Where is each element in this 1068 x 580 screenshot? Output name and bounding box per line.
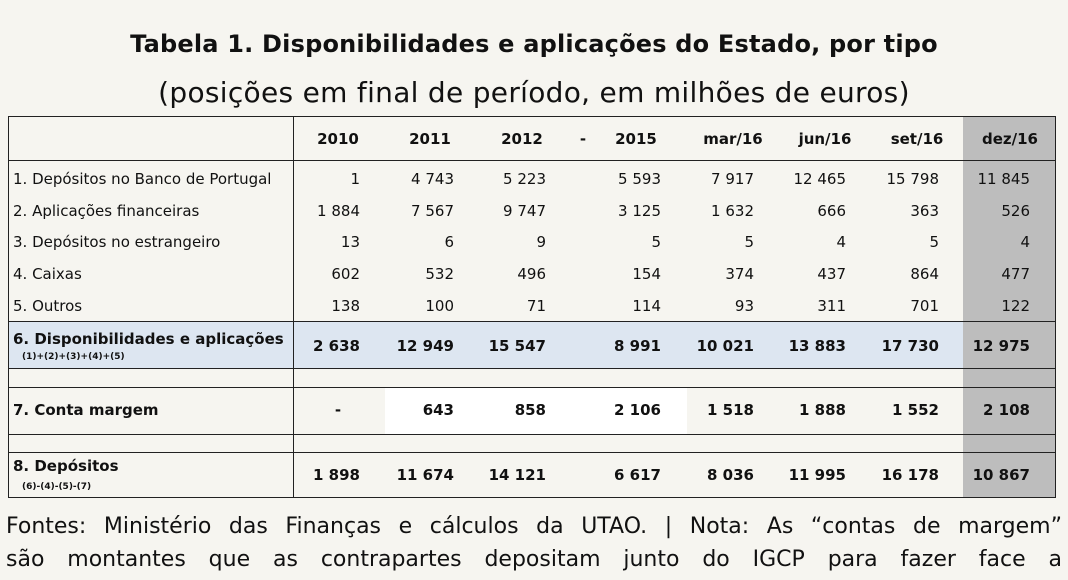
- header-border: [8, 160, 1056, 161]
- table-cell: 5: [744, 233, 754, 251]
- table-cell: 6 617: [614, 466, 661, 484]
- table-cell: 11 845: [977, 170, 1030, 188]
- table-cell: 114: [632, 297, 661, 315]
- table-cell: 11 995: [788, 466, 846, 484]
- col-header: 2011: [409, 130, 451, 148]
- table-title: Tabela 1. Disponibilidades e aplicações do Estado, por tipo: [130, 30, 938, 58]
- table-cell: 363: [910, 202, 939, 220]
- row-divider: [8, 368, 1056, 369]
- col-header: -: [579, 130, 587, 148]
- table-cell: 8 991: [614, 337, 661, 355]
- col-header: set/16: [890, 130, 944, 148]
- table-cell: 7 917: [711, 170, 754, 188]
- table-cell: 666: [817, 202, 846, 220]
- table-cell: 100: [425, 297, 454, 315]
- table-cell: 93: [734, 297, 754, 315]
- table-cell: 701: [910, 297, 939, 315]
- table-bottom-border: [8, 497, 1056, 498]
- table-cell: 9: [536, 233, 546, 251]
- table-subtitle: (posições em final de período, em milhões de euros): [158, 76, 910, 109]
- row-label: 2. Aplicações financeiras: [13, 202, 200, 220]
- table-cell: 5 593: [618, 170, 661, 188]
- table-cell: 643: [422, 401, 454, 419]
- table-cell: 5 223: [503, 170, 546, 188]
- row-label: 3. Depósitos no estrangeiro: [13, 233, 221, 251]
- table-cell: 1: [350, 170, 360, 188]
- table-cell: 12 949: [396, 337, 454, 355]
- table-cell: 13: [340, 233, 360, 251]
- table-cell: 496: [517, 265, 546, 283]
- table-cell: 4 743: [411, 170, 454, 188]
- deposits-row-formula: (6)-(4)-(5)-(7): [22, 482, 92, 492]
- table-cell: 437: [817, 265, 846, 283]
- table-cell: 526: [1001, 202, 1030, 220]
- col-header: 2012: [501, 130, 543, 148]
- table-cell: 864: [910, 265, 939, 283]
- table-cell: 311: [817, 297, 846, 315]
- table-cell: 4: [836, 233, 846, 251]
- table-cell: 5: [651, 233, 661, 251]
- col-header: dez/16: [982, 130, 1038, 148]
- col-header: 2010: [317, 130, 359, 148]
- table-cell: 5: [929, 233, 939, 251]
- table-cell: 2 108: [983, 401, 1030, 419]
- table-cell: 374: [725, 265, 754, 283]
- table-top-border: [8, 116, 1056, 117]
- table-cell: 602: [331, 265, 360, 283]
- table-cell: 1 552: [892, 401, 939, 419]
- row-divider: [8, 321, 1056, 322]
- row-divider: [8, 387, 1056, 388]
- table-cell: 16 178: [881, 466, 939, 484]
- table-cell: 1 898: [313, 466, 360, 484]
- total-row-formula: (1)+(2)+(3)+(4)+(5): [22, 352, 125, 362]
- row-divider: [8, 452, 1056, 453]
- row-label: 5. Outros: [13, 297, 83, 315]
- total-row-label: 6. Disponibilidades e aplicações: [13, 330, 284, 348]
- table-cell: 17 730: [881, 337, 939, 355]
- footer-note-continued: são montantes que as contrapartes depositam junto do IGCP para fazer face a: [6, 547, 1062, 572]
- table-cell: 1 632: [711, 202, 754, 220]
- table-cell: 532: [425, 265, 454, 283]
- table-cell: 858: [514, 401, 546, 419]
- table-cell: 154: [632, 265, 661, 283]
- row-label: 4. Caixas: [13, 265, 82, 283]
- table-cell: 7 567: [411, 202, 454, 220]
- table-cell: 6: [444, 233, 454, 251]
- table-cell: 12 975: [972, 337, 1030, 355]
- table-cell: 1 888: [799, 401, 846, 419]
- table-cell: 8 036: [707, 466, 754, 484]
- table-cell: 15 547: [488, 337, 546, 355]
- table-cell: 4: [1020, 233, 1030, 251]
- table-cell: 2 638: [313, 337, 360, 355]
- table-cell: 12 465: [793, 170, 846, 188]
- table-cell: 71: [526, 297, 546, 315]
- table-left-border: [8, 116, 9, 498]
- table-cell: 477: [1001, 265, 1030, 283]
- col-header: 2015: [615, 130, 657, 148]
- table-cell: 1 884: [317, 202, 360, 220]
- table-cell: 14 121: [488, 466, 546, 484]
- table-cell: 122: [1001, 297, 1030, 315]
- table-cell: 2 106: [614, 401, 661, 419]
- table-cell: 13 883: [788, 337, 846, 355]
- table-cell: 11 674: [396, 466, 454, 484]
- margin-row-label: 7. Conta margem: [13, 401, 159, 419]
- row-label: 1. Depósitos no Banco de Portugal: [13, 170, 272, 188]
- table-cell: -: [334, 401, 342, 419]
- table-cell: 10 867: [972, 466, 1030, 484]
- col-header: jun/16: [798, 130, 852, 148]
- table-cell: 9 747: [503, 202, 546, 220]
- table-cell: 10 021: [696, 337, 754, 355]
- table-cell: 1 518: [707, 401, 754, 419]
- deposits-row-label: 8. Depósitos: [13, 457, 119, 475]
- row-divider: [8, 434, 1056, 435]
- table-cell: 3 125: [618, 202, 661, 220]
- footer-source-note: Fontes: Ministério das Finanças e cálculos da UTAO. | Nota: As “contas de margem”: [6, 514, 1062, 539]
- table-right-border: [1055, 116, 1056, 498]
- col-header: mar/16: [703, 130, 763, 148]
- table-cell: 138: [331, 297, 360, 315]
- data-table: [8, 116, 1058, 498]
- table-cell: 15 798: [886, 170, 939, 188]
